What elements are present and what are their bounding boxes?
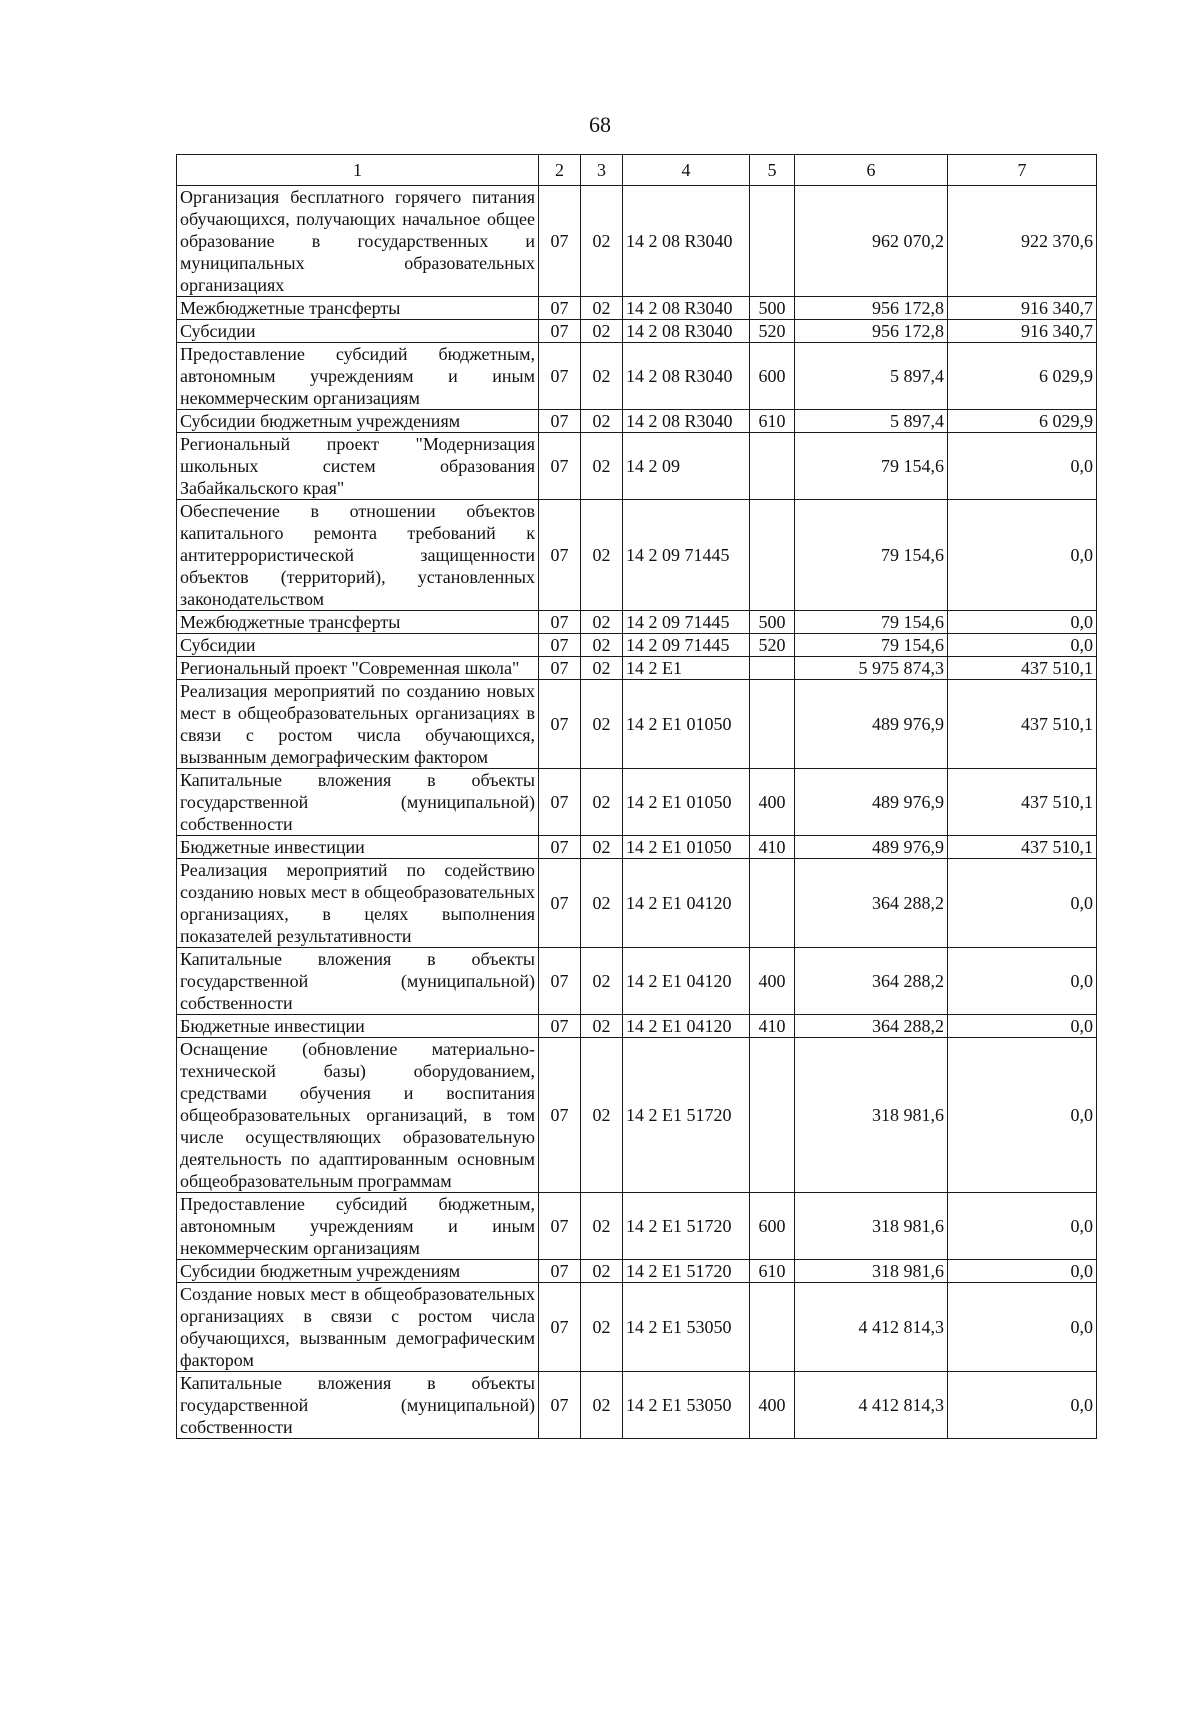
row-amount-year-1: 318 981,6: [795, 1193, 948, 1260]
table-row: [177, 836, 1097, 859]
table-row: [177, 343, 1097, 410]
row-expense-type: 600: [750, 1193, 795, 1260]
row-subsection: 02: [581, 1283, 623, 1372]
row-target-code: 14 2 E1 04120: [623, 1015, 750, 1038]
row-amount-year-2: 0,0: [948, 611, 1097, 634]
row-name: Оснащение (обновление материально-технической базы) оборудованием, средствами обучения и воспитания общеобразовательных организаций, в том числе осуществляющих образовательную деятельность по адаптированным основным общеобразовательным программам: [177, 1038, 539, 1193]
row-amount-year-1: 956 172,8: [795, 297, 948, 320]
row-amount-year-1: 5 897,4: [795, 343, 948, 410]
row-name: Капитальные вложения в объекты государственной (муниципальной) собственности: [177, 769, 539, 836]
row-expense-type: [750, 500, 795, 611]
row-name: Субсидии: [177, 634, 539, 657]
table-row: [177, 433, 1097, 500]
row-amount-year-2: 6 029,9: [948, 410, 1097, 433]
row-section: 07: [539, 836, 581, 859]
row-name: Бюджетные инвестиции: [177, 836, 539, 859]
column-header-3: 3: [581, 155, 623, 186]
row-expense-type: 500: [750, 611, 795, 634]
table-row: [177, 297, 1097, 320]
row-name: Реализация мероприятий по содействию созданию новых мест в общеобразовательных организациях, в целях выполнения показателей результативности: [177, 859, 539, 948]
row-section: 07: [539, 1038, 581, 1193]
row-section: 07: [539, 410, 581, 433]
row-target-code: 14 2 E1 01050: [623, 680, 750, 769]
row-name: Региональный проект "Модернизация школьных систем образования Забайкальского края": [177, 433, 539, 500]
table-row: [177, 657, 1097, 680]
row-name: Межбюджетные трансферты: [177, 611, 539, 634]
row-expense-type: [750, 680, 795, 769]
row-expense-type: [750, 433, 795, 500]
row-target-code: 14 2 09 71445: [623, 611, 750, 634]
row-subsection: 02: [581, 433, 623, 500]
row-section: 07: [539, 611, 581, 634]
row-target-code: 14 2 08 R3040: [623, 343, 750, 410]
row-amount-year-1: 5 897,4: [795, 410, 948, 433]
row-subsection: 02: [581, 1193, 623, 1260]
row-target-code: 14 2 E1 51720: [623, 1193, 750, 1260]
row-amount-year-1: 5 975 874,3: [795, 657, 948, 680]
table-row: [177, 1372, 1097, 1439]
row-subsection: 02: [581, 500, 623, 611]
table-row: [177, 948, 1097, 1015]
row-amount-year-2: 916 340,7: [948, 320, 1097, 343]
row-amount-year-1: 956 172,8: [795, 320, 948, 343]
table-row: [177, 186, 1097, 297]
row-subsection: 02: [581, 859, 623, 948]
row-amount-year-1: 364 288,2: [795, 948, 948, 1015]
row-expense-type: [750, 186, 795, 297]
row-expense-type: 500: [750, 297, 795, 320]
row-section: 07: [539, 500, 581, 611]
row-amount-year-2: 0,0: [948, 1283, 1097, 1372]
row-section: 07: [539, 1372, 581, 1439]
row-amount-year-2: 0,0: [948, 1038, 1097, 1193]
row-amount-year-2: 916 340,7: [948, 297, 1097, 320]
table-row: [177, 1038, 1097, 1193]
row-section: 07: [539, 680, 581, 769]
row-expense-type: [750, 1038, 795, 1193]
row-target-code: 14 2 E1 53050: [623, 1372, 750, 1439]
row-amount-year-1: 4 412 814,3: [795, 1372, 948, 1439]
row-amount-year-1: 79 154,6: [795, 611, 948, 634]
row-expense-type: 520: [750, 320, 795, 343]
table-row: [177, 1015, 1097, 1038]
row-target-code: 14 2 E1 51720: [623, 1038, 750, 1193]
row-expense-type: 610: [750, 410, 795, 433]
row-subsection: 02: [581, 680, 623, 769]
column-header-6: 6: [795, 155, 948, 186]
row-target-code: 14 2 E1 04120: [623, 859, 750, 948]
table-row: [177, 1193, 1097, 1260]
row-expense-type: 410: [750, 1015, 795, 1038]
row-section: 07: [539, 948, 581, 1015]
row-target-code: 14 2 09 71445: [623, 500, 750, 611]
row-amount-year-1: 364 288,2: [795, 859, 948, 948]
row-target-code: 14 2 E1 01050: [623, 769, 750, 836]
row-amount-year-1: 489 976,9: [795, 769, 948, 836]
row-section: 07: [539, 297, 581, 320]
row-subsection: 02: [581, 836, 623, 859]
table-row: [177, 1260, 1097, 1283]
row-expense-type: [750, 859, 795, 948]
row-expense-type: 520: [750, 634, 795, 657]
row-amount-year-1: 489 976,9: [795, 836, 948, 859]
row-amount-year-1: 962 070,2: [795, 186, 948, 297]
row-subsection: 02: [581, 1260, 623, 1283]
row-expense-type: 410: [750, 836, 795, 859]
row-amount-year-2: 437 510,1: [948, 657, 1097, 680]
row-amount-year-2: 922 370,6: [948, 186, 1097, 297]
row-section: 07: [539, 769, 581, 836]
row-target-code: 14 2 09: [623, 433, 750, 500]
row-target-code: 14 2 E1 53050: [623, 1283, 750, 1372]
row-expense-type: 400: [750, 1372, 795, 1439]
table-row: [177, 611, 1097, 634]
row-subsection: 02: [581, 769, 623, 836]
row-target-code: 14 2 09 71445: [623, 634, 750, 657]
row-name: Капитальные вложения в объекты государственной (муниципальной) собственности: [177, 948, 539, 1015]
row-section: 07: [539, 186, 581, 297]
row-subsection: 02: [581, 186, 623, 297]
row-name: Предоставление субсидий бюджетным, автономным учреждениям и иным некоммерческим организациям: [177, 1193, 539, 1260]
row-subsection: 02: [581, 611, 623, 634]
row-section: 07: [539, 320, 581, 343]
row-name: Субсидии бюджетным учреждениям: [177, 1260, 539, 1283]
row-target-code: 14 2 E1: [623, 657, 750, 680]
row-name: Субсидии: [177, 320, 539, 343]
row-section: 07: [539, 1260, 581, 1283]
column-header-1: 1: [177, 155, 539, 186]
row-amount-year-2: 437 510,1: [948, 680, 1097, 769]
row-amount-year-2: 0,0: [948, 500, 1097, 611]
table-row: [177, 769, 1097, 836]
row-subsection: 02: [581, 1015, 623, 1038]
row-section: 07: [539, 1015, 581, 1038]
row-amount-year-1: 79 154,6: [795, 500, 948, 611]
row-amount-year-2: 0,0: [948, 948, 1097, 1015]
row-amount-year-2: 0,0: [948, 634, 1097, 657]
row-subsection: 02: [581, 410, 623, 433]
table-body: [177, 186, 1097, 1439]
header-row: [177, 155, 1097, 186]
page-number: 68: [589, 112, 611, 137]
row-amount-year-1: 318 981,6: [795, 1260, 948, 1283]
row-expense-type: 600: [750, 343, 795, 410]
row-amount-year-2: 0,0: [948, 1372, 1097, 1439]
row-expense-type: [750, 657, 795, 680]
column-header-7: 7: [948, 155, 1097, 186]
row-amount-year-2: 6 029,9: [948, 343, 1097, 410]
column-header-2: 2: [539, 155, 581, 186]
row-expense-type: [750, 1283, 795, 1372]
row-subsection: 02: [581, 343, 623, 410]
row-subsection: 02: [581, 320, 623, 343]
row-subsection: 02: [581, 297, 623, 320]
row-amount-year-1: 79 154,6: [795, 433, 948, 500]
row-name: Региональный проект "Современная школа": [177, 657, 539, 680]
column-header-5: 5: [750, 155, 795, 186]
table-row: [177, 680, 1097, 769]
row-name: Капитальные вложения в объекты государственной (муниципальной) собственности: [177, 1372, 539, 1439]
row-name: Предоставление субсидий бюджетным, автономным учреждениям и иным некоммерческим организациям: [177, 343, 539, 410]
budget-table: [176, 154, 1097, 1439]
row-subsection: 02: [581, 657, 623, 680]
row-amount-year-2: 0,0: [948, 433, 1097, 500]
row-expense-type: 610: [750, 1260, 795, 1283]
row-subsection: 02: [581, 1372, 623, 1439]
row-expense-type: 400: [750, 769, 795, 836]
table-row: [177, 1283, 1097, 1372]
table-row: [177, 634, 1097, 657]
table-row: [177, 500, 1097, 611]
row-target-code: 14 2 08 R3040: [623, 297, 750, 320]
row-amount-year-2: 0,0: [948, 859, 1097, 948]
row-subsection: 02: [581, 1038, 623, 1193]
row-name: Организация бесплатного горячего питания обучающихся, получающих начальное общее образование в государственных и муниципальных образовательных организациях: [177, 186, 539, 297]
row-target-code: 14 2 08 R3040: [623, 186, 750, 297]
row-target-code: 14 2 E1 51720: [623, 1260, 750, 1283]
row-target-code: 14 2 08 R3040: [623, 320, 750, 343]
row-section: 07: [539, 343, 581, 410]
row-name: Бюджетные инвестиции: [177, 1015, 539, 1038]
row-section: 07: [539, 859, 581, 948]
row-amount-year-1: 79 154,6: [795, 634, 948, 657]
table-row: [177, 410, 1097, 433]
row-amount-year-2: 0,0: [948, 1015, 1097, 1038]
row-section: 07: [539, 657, 581, 680]
row-target-code: 14 2 08 R3040: [623, 410, 750, 433]
row-amount-year-2: 437 510,1: [948, 769, 1097, 836]
row-target-code: 14 2 E1 01050: [623, 836, 750, 859]
row-subsection: 02: [581, 634, 623, 657]
row-section: 07: [539, 1193, 581, 1260]
row-name: Создание новых мест в общеобразовательных организациях в связи с ростом числа обучающихся, вызванным демографическим фактором: [177, 1283, 539, 1372]
row-amount-year-1: 318 981,6: [795, 1038, 948, 1193]
row-name: Субсидии бюджетным учреждениям: [177, 410, 539, 433]
row-amount-year-1: 364 288,2: [795, 1015, 948, 1038]
row-amount-year-2: 0,0: [948, 1193, 1097, 1260]
row-section: 07: [539, 1283, 581, 1372]
column-header-4: 4: [623, 155, 750, 186]
row-expense-type: 400: [750, 948, 795, 1015]
row-section: 07: [539, 433, 581, 500]
row-subsection: 02: [581, 948, 623, 1015]
table-row: [177, 859, 1097, 948]
row-name: Межбюджетные трансферты: [177, 297, 539, 320]
row-name: Реализация мероприятий по созданию новых мест в общеобразовательных организациях в связи с ростом числа обучающихся, вызванным демографическим фактором: [177, 680, 539, 769]
row-section: 07: [539, 634, 581, 657]
row-amount-year-1: 489 976,9: [795, 680, 948, 769]
row-amount-year-2: 0,0: [948, 1260, 1097, 1283]
row-amount-year-1: 4 412 814,3: [795, 1283, 948, 1372]
row-name: Обеспечение в отношении объектов капитального ремонта требований к антитеррористической защищенности объектов (территорий), установленных законодательством: [177, 500, 539, 611]
row-amount-year-2: 437 510,1: [948, 836, 1097, 859]
row-target-code: 14 2 E1 04120: [623, 948, 750, 1015]
table-row: [177, 320, 1097, 343]
